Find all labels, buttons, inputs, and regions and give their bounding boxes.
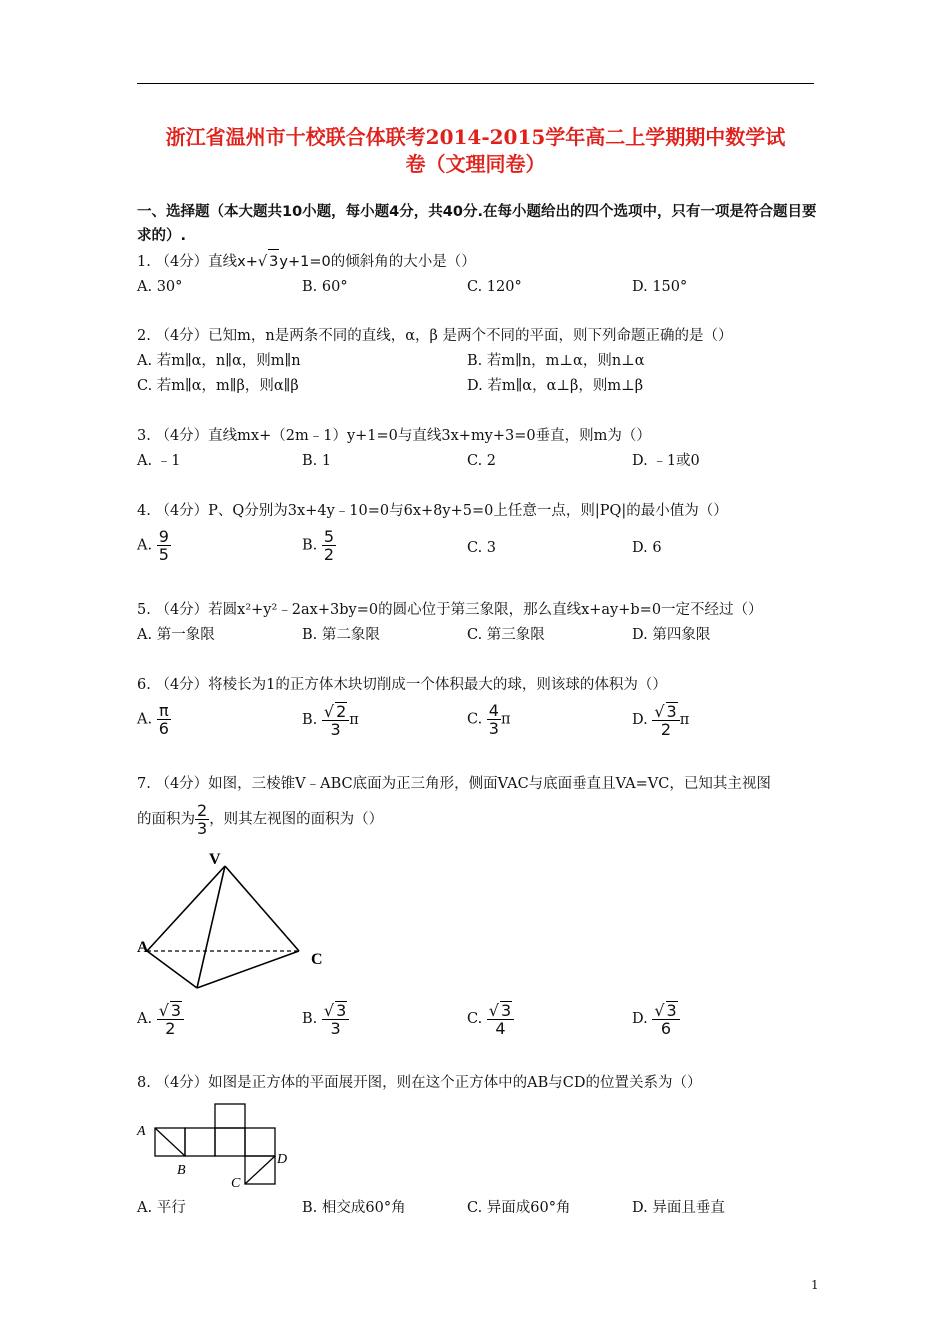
fraction: $\frac{4}{3}$ — [488, 701, 499, 738]
q5-option-a: A. 第一象限 — [137, 627, 215, 643]
question-1-stem: 1. （4分）直线x+√ 3y+1=0的倾斜角的大小是（） — [137, 249, 476, 274]
net-label-a: A — [137, 1124, 146, 1139]
question-7-stem-line-2: 的面积为 $\frac{2}{3}$ ，则其左视图的面积为（） — [137, 801, 384, 838]
q1-option-a: A. 30° — [137, 279, 183, 295]
question-6-stem: 6. （4分）将棱长为1的正方体木块切削成一个体积最大的球，则该球的体积为（） — [137, 677, 667, 693]
question-7-stem-line-1: 7. （4分）如图，三棱锥V﹣ABC底面为正三角形，侧面VAC与底面垂直且VA=VC，已知其主视图 — [137, 776, 771, 792]
q2-option-d: D. 若m∥α，α⊥β，则m⊥β — [467, 378, 644, 394]
title-line-2: 卷（文理同卷） — [405, 152, 546, 176]
question-5-stem: 5. （4分）若圆x²+y²﹣2ax+3by=0的圆心位于第三象限，那么直线x+ay+b=0一定不经过（） — [137, 602, 763, 618]
q5-option-d: D. 第四象限 — [632, 627, 711, 643]
q6-option-c: C. $\frac{4}{3}$ π — [467, 701, 511, 738]
question-2-stem: 2. （4分）已知m，n是两条不同的直线，α，β 是两个不同的平面，则下列命题正确的是（） — [137, 328, 733, 344]
q8-option-c: C. 异面成60°角 — [467, 1200, 571, 1216]
q6-option-d: D. $\frac{√ 3}{2}$ π — [632, 702, 690, 739]
q1-option-d: D. 150° — [632, 279, 688, 295]
fraction: $\frac{5}{2}$ — [323, 527, 335, 564]
q4-option-b: B. $\frac{5}{2}$ — [302, 527, 335, 564]
q2-option-b: B. 若m∥n，m⊥α，则n⊥α — [467, 353, 645, 369]
net-label-d: D — [277, 1152, 288, 1167]
q1-option-b: B. 60° — [302, 279, 348, 295]
q3-option-c: C. 2 — [467, 453, 497, 469]
net-label-b: B — [177, 1163, 186, 1178]
q3-option-d: D. ﹣1或0 — [632, 453, 700, 469]
q3-option-b: B. 1 — [302, 453, 332, 469]
section-heading: 一、选择题（本大题共10小题，每小题4分，共40分.在每小题给出的四个选项中，只有一项是符合题目要求的）. — [137, 204, 817, 244]
q8-option-d: D. 异面且垂直 — [632, 1200, 725, 1216]
net-label-c: C — [231, 1176, 241, 1190]
question-4-stem: 4. （4分）P、Q分别为3x+4y﹣10=0与6x+8y+5=0上任意一点，则|PQ|的最小值为（） — [137, 503, 728, 519]
header-rule — [137, 83, 814, 84]
fraction: $\frac{9}{5}$ — [158, 527, 169, 564]
question-3-stem: 3. （4分）直线mx+（2m﹣1）y+1=0与直线3x+my+3=0垂直，则m为（） — [137, 428, 651, 444]
fraction: $\frac{√ 3}{2}$ — [157, 1001, 184, 1037]
q2-option-a: A. 若m∥α，n∥α，则m∥n — [137, 353, 301, 369]
fraction: $\frac{√ 3}{4}$ — [487, 1001, 514, 1037]
q8-option-a: A. 平行 — [137, 1200, 186, 1216]
cube-net-figure — [135, 1102, 305, 1190]
vertex-label-a: A — [137, 939, 149, 956]
q4-option-c: C. 3 — [467, 540, 497, 556]
q5-option-b: B. 第二象限 — [302, 627, 380, 643]
pyramid-figure — [135, 848, 335, 996]
fraction: $\frac{√ 3}{2}$ — [652, 702, 679, 738]
fraction: $\frac{√ 3}{3}$ — [322, 1001, 349, 1037]
q2-option-c: C. 若m∥α，m∥β，则α∥β — [137, 378, 299, 394]
q5-option-c: C. 第三象限 — [467, 627, 545, 643]
q7-option-b: B. $\frac{√ 3}{3}$ — [302, 1001, 349, 1037]
vertex-label-c: C — [311, 951, 323, 968]
q6-option-b: B. $\frac{√ 2}{3}$ π — [302, 702, 359, 739]
fraction: $\frac{√ 3}{6}$ — [652, 1001, 679, 1037]
question-8-stem: 8. （4分）如图是正方体的平面展开图，则在这个正方体中的AB与CD的位置关系为（） — [137, 1075, 702, 1091]
fraction: $\frac{√ 2}{3}$ — [322, 702, 349, 738]
q4-option-d: D. 6 — [632, 540, 662, 556]
q6-option-a: A. $\frac{\pi}{6}$ — [137, 701, 169, 738]
q8-option-b: B. 相交成60°角 — [302, 1200, 406, 1216]
title-line-1: 浙江省温州市十校联合体联考2014-2015学年高二上学期期中数学试 — [165, 125, 786, 149]
fraction: $\frac{2}{3}$ — [197, 801, 208, 838]
page-title — [137, 124, 814, 178]
vertex-label-v: V — [209, 851, 221, 868]
q7-option-d: D. $\frac{√ 3}{6}$ — [632, 1001, 680, 1037]
q4-option-a: A. $\frac{9}{5}$ — [137, 527, 169, 564]
q7-option-a: A. $\frac{√ 3}{2}$ — [137, 1001, 184, 1037]
q3-option-a: A. ﹣1 — [137, 453, 181, 469]
page-number: 1 — [811, 1278, 819, 1292]
q1-option-c: C. 120° — [467, 279, 522, 295]
q7-option-c: C. $\frac{√ 3}{4}$ — [467, 1001, 514, 1037]
fraction: $\frac{\pi}{6}$ — [158, 701, 169, 738]
